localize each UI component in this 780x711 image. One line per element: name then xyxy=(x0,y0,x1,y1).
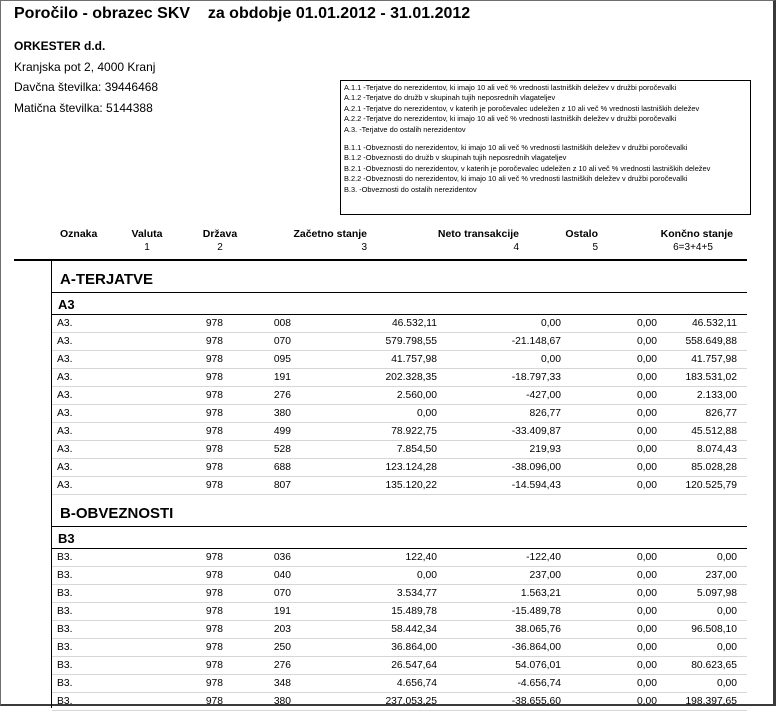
cell-oznaka: A3. xyxy=(57,390,73,401)
cell-oznaka: B3. xyxy=(57,696,73,707)
column-label: Neto transakcije xyxy=(437,228,519,240)
group-title: A3 xyxy=(52,293,747,315)
company-address: Kranjska pot 2, 4000 Kranj xyxy=(14,59,156,74)
cell-zacetno-stanje: 41.757,98 xyxy=(391,354,437,365)
cell-neto-transakcije: -14.594,43 xyxy=(511,480,561,491)
column-label: Začetno stanje xyxy=(293,228,367,240)
cell-zacetno-stanje: 123.124,28 xyxy=(385,462,437,473)
cell-drzava: 380 xyxy=(273,696,291,707)
cell-oznaka: A3. xyxy=(57,354,73,365)
cell-koncno-stanje: 85.028,28 xyxy=(691,462,737,473)
table-row xyxy=(52,657,747,675)
cell-ostalo: 0,00 xyxy=(636,426,657,437)
column-header xyxy=(107,228,187,254)
cell-koncno-stanje: 2.133,00 xyxy=(696,390,737,401)
cell-koncno-stanje: 41.757,98 xyxy=(691,354,737,365)
table-row xyxy=(52,603,747,621)
column-label: Država xyxy=(202,228,238,240)
legend-line: A.2.2 -Terjatve do nerezidentov, ki imajo 10 ali več % vrednosti lastniških deležev v družbi poročevalki xyxy=(344,114,677,124)
cell-koncno-stanje: 80.623,65 xyxy=(691,660,737,671)
cell-koncno-stanje: 46.532,11 xyxy=(691,318,737,329)
company-tax-number: Davčna številka: 39446468 xyxy=(14,80,159,94)
cell-drzava: 191 xyxy=(273,372,291,383)
cell-valuta: 978 xyxy=(205,570,223,581)
cell-oznaka: B3. xyxy=(57,588,73,599)
cell-valuta: 978 xyxy=(205,588,223,599)
cell-ostalo: 0,00 xyxy=(636,372,657,383)
column-number: 6=3+4+5 xyxy=(673,242,713,253)
company-name: ORKESTER d.d. xyxy=(14,39,106,53)
cell-zacetno-stanje: 4.656,74 xyxy=(396,678,437,689)
table-row xyxy=(52,441,747,459)
column-label: Valuta xyxy=(131,228,163,240)
cell-neto-transakcije: 219,93 xyxy=(529,444,561,455)
cell-koncno-stanje: 8.074,43 xyxy=(696,444,737,455)
cell-ostalo: 0,00 xyxy=(636,660,657,671)
cell-koncno-stanje: 0,00 xyxy=(716,552,737,563)
cell-zacetno-stanje: 36.864,00 xyxy=(391,642,437,653)
cell-zacetno-stanje: 237.053,25 xyxy=(385,696,437,707)
cell-drzava: 250 xyxy=(273,642,291,653)
cell-ostalo: 0,00 xyxy=(636,624,657,635)
cell-zacetno-stanje: 46.532,11 xyxy=(391,318,437,329)
cell-drzava: 203 xyxy=(273,624,291,635)
cell-ostalo: 0,00 xyxy=(636,390,657,401)
cell-ostalo: 0,00 xyxy=(636,408,657,419)
legend-box xyxy=(340,80,751,215)
cell-ostalo: 0,00 xyxy=(636,642,657,653)
cell-koncno-stanje: 96.508,10 xyxy=(691,624,737,635)
column-header xyxy=(593,228,733,254)
column-number: 5 xyxy=(592,242,598,253)
cell-oznaka: B3. xyxy=(57,606,73,617)
table-row xyxy=(52,387,747,405)
cell-neto-transakcije: 0,00 xyxy=(540,318,561,329)
cell-drzava: 688 xyxy=(273,462,291,473)
table-row xyxy=(52,369,747,387)
cell-neto-transakcije: 1.563,21 xyxy=(520,588,561,599)
cell-drzava: 008 xyxy=(273,318,291,329)
cell-neto-transakcije: -122,40 xyxy=(526,552,561,563)
cell-neto-transakcije: -36.864,00 xyxy=(511,642,561,653)
cell-drzava: 276 xyxy=(273,390,291,401)
cell-neto-transakcije: -4.656,74 xyxy=(517,678,561,689)
cell-ostalo: 0,00 xyxy=(636,462,657,473)
cell-zacetno-stanje: 3.534,77 xyxy=(396,588,437,599)
cell-valuta: 978 xyxy=(205,552,223,563)
legend-line: A.1.2 -Terjatve do družb v skupinah tujih neposrednih vlagateljev xyxy=(344,93,556,103)
cell-valuta: 978 xyxy=(205,318,223,329)
cell-zacetno-stanje: 202.328,35 xyxy=(385,372,437,383)
cell-neto-transakcije: 0,00 xyxy=(540,354,561,365)
cell-drzava: 095 xyxy=(273,354,291,365)
cell-zacetno-stanje: 0,00 xyxy=(416,408,437,419)
cell-oznaka: A3. xyxy=(57,444,73,455)
cell-valuta: 978 xyxy=(205,426,223,437)
column-header xyxy=(60,228,97,241)
cell-drzava: 036 xyxy=(273,552,291,563)
cell-oznaka: B3. xyxy=(57,570,73,581)
cell-zacetno-stanje: 2.560,00 xyxy=(396,390,437,401)
cell-oznaka: A3. xyxy=(57,426,73,437)
column-header xyxy=(227,228,367,254)
cell-zacetno-stanje: 579.798,55 xyxy=(385,336,437,347)
cell-oznaka: A3. xyxy=(57,336,73,347)
cell-koncno-stanje: 826,77 xyxy=(705,408,737,419)
cell-neto-transakcije: -38.096,00 xyxy=(511,462,561,473)
cell-zacetno-stanje: 7.854,50 xyxy=(396,444,437,455)
legend-line: B.2.2 -Obveznosti do nerezidentov, ki imajo 10 ali več % vrednosti lastniških deležev v družbi poročevalki xyxy=(344,174,688,184)
cell-drzava: 528 xyxy=(273,444,291,455)
cell-neto-transakcije: 54.076,01 xyxy=(515,660,561,671)
cell-oznaka: B3. xyxy=(57,678,73,689)
column-label: Oznaka xyxy=(60,228,98,240)
cell-neto-transakcije: 237,00 xyxy=(529,570,561,581)
cell-neto-transakcije: -38.655,60 xyxy=(511,696,561,707)
column-number: 3 xyxy=(361,242,367,253)
cell-drzava: 499 xyxy=(273,426,291,437)
cell-valuta: 978 xyxy=(205,372,223,383)
column-label: Ostalo xyxy=(565,228,598,240)
section-title: A-TERJATVE xyxy=(52,261,747,293)
table-row xyxy=(52,351,747,369)
table-row xyxy=(52,549,747,567)
cell-drzava: 380 xyxy=(273,408,291,419)
cell-koncno-stanje: 0,00 xyxy=(716,642,737,653)
cell-zacetno-stanje: 26.547,64 xyxy=(391,660,437,671)
cell-zacetno-stanje: 135.120,22 xyxy=(385,480,437,491)
cell-oznaka: A3. xyxy=(57,408,73,419)
cell-valuta: 978 xyxy=(205,606,223,617)
cell-valuta: 978 xyxy=(205,444,223,455)
table-row xyxy=(52,693,747,711)
cell-drzava: 070 xyxy=(273,336,291,347)
cell-valuta: 978 xyxy=(205,480,223,491)
cell-valuta: 978 xyxy=(205,696,223,707)
report-body xyxy=(52,261,747,711)
cell-oznaka: B3. xyxy=(57,624,73,635)
table-row xyxy=(52,639,747,657)
cell-oznaka: A3. xyxy=(57,480,73,491)
cell-drzava: 070 xyxy=(273,588,291,599)
cell-zacetno-stanje: 0,00 xyxy=(416,570,437,581)
legend-gap xyxy=(344,135,750,143)
column-headers xyxy=(14,228,747,258)
report-title: Poročilo - obrazec SKV za obdobje 01.01.2012 - 31.01.2012 xyxy=(14,5,471,22)
cell-oznaka: B3. xyxy=(57,552,73,563)
cell-ostalo: 0,00 xyxy=(636,318,657,329)
table-row xyxy=(52,567,747,585)
cell-ostalo: 0,00 xyxy=(636,354,657,365)
table-row xyxy=(52,333,747,351)
cell-drzava: 348 xyxy=(273,678,291,689)
cell-drzava: 807 xyxy=(273,480,291,491)
cell-koncno-stanje: 0,00 xyxy=(716,678,737,689)
table-row xyxy=(52,477,747,495)
cell-valuta: 978 xyxy=(205,336,223,347)
cell-neto-transakcije: -33.409,87 xyxy=(511,426,561,437)
column-label: Končno stanje xyxy=(660,228,733,240)
cell-koncno-stanje: 5.097,98 xyxy=(696,588,737,599)
cell-ostalo: 0,00 xyxy=(636,588,657,599)
column-header xyxy=(458,228,598,254)
cell-neto-transakcije: -21.148,67 xyxy=(511,336,561,347)
cell-valuta: 978 xyxy=(205,624,223,635)
legend-line: A.1.1 -Terjatve do nerezidentov, ki imajo 10 ali več % vrednosti lastniških deležev v družbi poročevalki xyxy=(344,83,677,92)
cell-ostalo: 0,00 xyxy=(636,444,657,455)
table-row xyxy=(52,621,747,639)
cell-ostalo: 0,00 xyxy=(636,552,657,563)
cell-oznaka: A3. xyxy=(57,462,73,473)
cell-valuta: 978 xyxy=(205,660,223,671)
cell-zacetno-stanje: 78.922,75 xyxy=(391,426,437,437)
table-row xyxy=(52,675,747,693)
cell-oznaka: B3. xyxy=(57,660,73,671)
group-title: B3 xyxy=(52,527,747,549)
cell-neto-transakcije: -427,00 xyxy=(526,390,561,401)
cell-koncno-stanje: 120.525,79 xyxy=(685,480,737,491)
table-row xyxy=(52,459,747,477)
cell-koncno-stanje: 237,00 xyxy=(705,570,737,581)
company-info xyxy=(14,36,158,118)
cell-oznaka: A3. xyxy=(57,372,73,383)
table-row xyxy=(52,315,747,333)
cell-valuta: 978 xyxy=(205,642,223,653)
cell-neto-transakcije: 826,77 xyxy=(529,408,561,419)
legend-line: A.3. -Terjatve do ostalih nerezidentov xyxy=(344,124,466,134)
cell-ostalo: 0,00 xyxy=(636,696,657,707)
cell-neto-transakcije: -15.489,78 xyxy=(511,606,561,617)
cell-ostalo: 0,00 xyxy=(636,678,657,689)
section-title: B-OBVEZNOSTI xyxy=(52,495,747,527)
cell-valuta: 978 xyxy=(205,462,223,473)
cell-ostalo: 0,00 xyxy=(636,570,657,581)
cell-valuta: 978 xyxy=(205,678,223,689)
company-reg-number: Matična številka: 5144388 xyxy=(14,100,153,115)
cell-drzava: 276 xyxy=(273,660,291,671)
cell-neto-transakcije: -18.797,33 xyxy=(511,372,561,383)
cell-koncno-stanje: 45.512,88 xyxy=(691,426,737,437)
cell-ostalo: 0,00 xyxy=(636,606,657,617)
cell-drzava: 191 xyxy=(273,606,291,617)
cell-neto-transakcije: 38.065,76 xyxy=(515,624,561,635)
cell-koncno-stanje: 558.649,88 xyxy=(685,336,737,347)
legend-line: A.2.1 -Terjatve do nerezidentov, v katerih je poročevalec udeležen z 10 ali več % vrednosti lastniških deležev xyxy=(344,103,700,113)
cell-ostalo: 0,00 xyxy=(636,336,657,347)
cell-valuta: 978 xyxy=(205,390,223,401)
cell-koncno-stanje: 0,00 xyxy=(716,606,737,617)
cell-oznaka: B3. xyxy=(57,642,73,653)
column-number: 4 xyxy=(513,242,519,253)
legend-line: B.3. -Obveznosti do ostalih nerezidentov xyxy=(344,184,477,194)
legend-line: B.2.1 -Obveznosti do nerezidentov, v katerih je poročevalec udeležen z 10 ali več % vrednosti lastniških deležev xyxy=(344,163,711,173)
legend-line: B.1.1 -Obveznosti do nerezidentov, ki imajo 10 ali več % vrednosti lastniških deležev v družbi poročevalki xyxy=(344,143,688,153)
cell-koncno-stanje: 198.397,65 xyxy=(685,696,737,707)
table-row xyxy=(52,585,747,603)
cell-oznaka: A3. xyxy=(57,318,73,329)
column-number: 1 xyxy=(144,242,150,253)
cell-drzava: 040 xyxy=(273,570,291,581)
cell-valuta: 978 xyxy=(205,408,223,419)
cell-koncno-stanje: 183.531,02 xyxy=(685,372,737,383)
cell-zacetno-stanje: 15.489,78 xyxy=(391,606,437,617)
table-row xyxy=(52,405,747,423)
column-number: 2 xyxy=(217,242,223,253)
table-row xyxy=(52,423,747,441)
cell-valuta: 978 xyxy=(205,354,223,365)
cell-zacetno-stanje: 58.442,34 xyxy=(391,624,437,635)
cell-ostalo: 0,00 xyxy=(636,480,657,491)
cell-zacetno-stanje: 122,40 xyxy=(405,552,437,563)
legend-line: B.1.2 -Obveznosti do družb v skupinah tujih neposrednih vlagateljev xyxy=(344,153,567,163)
